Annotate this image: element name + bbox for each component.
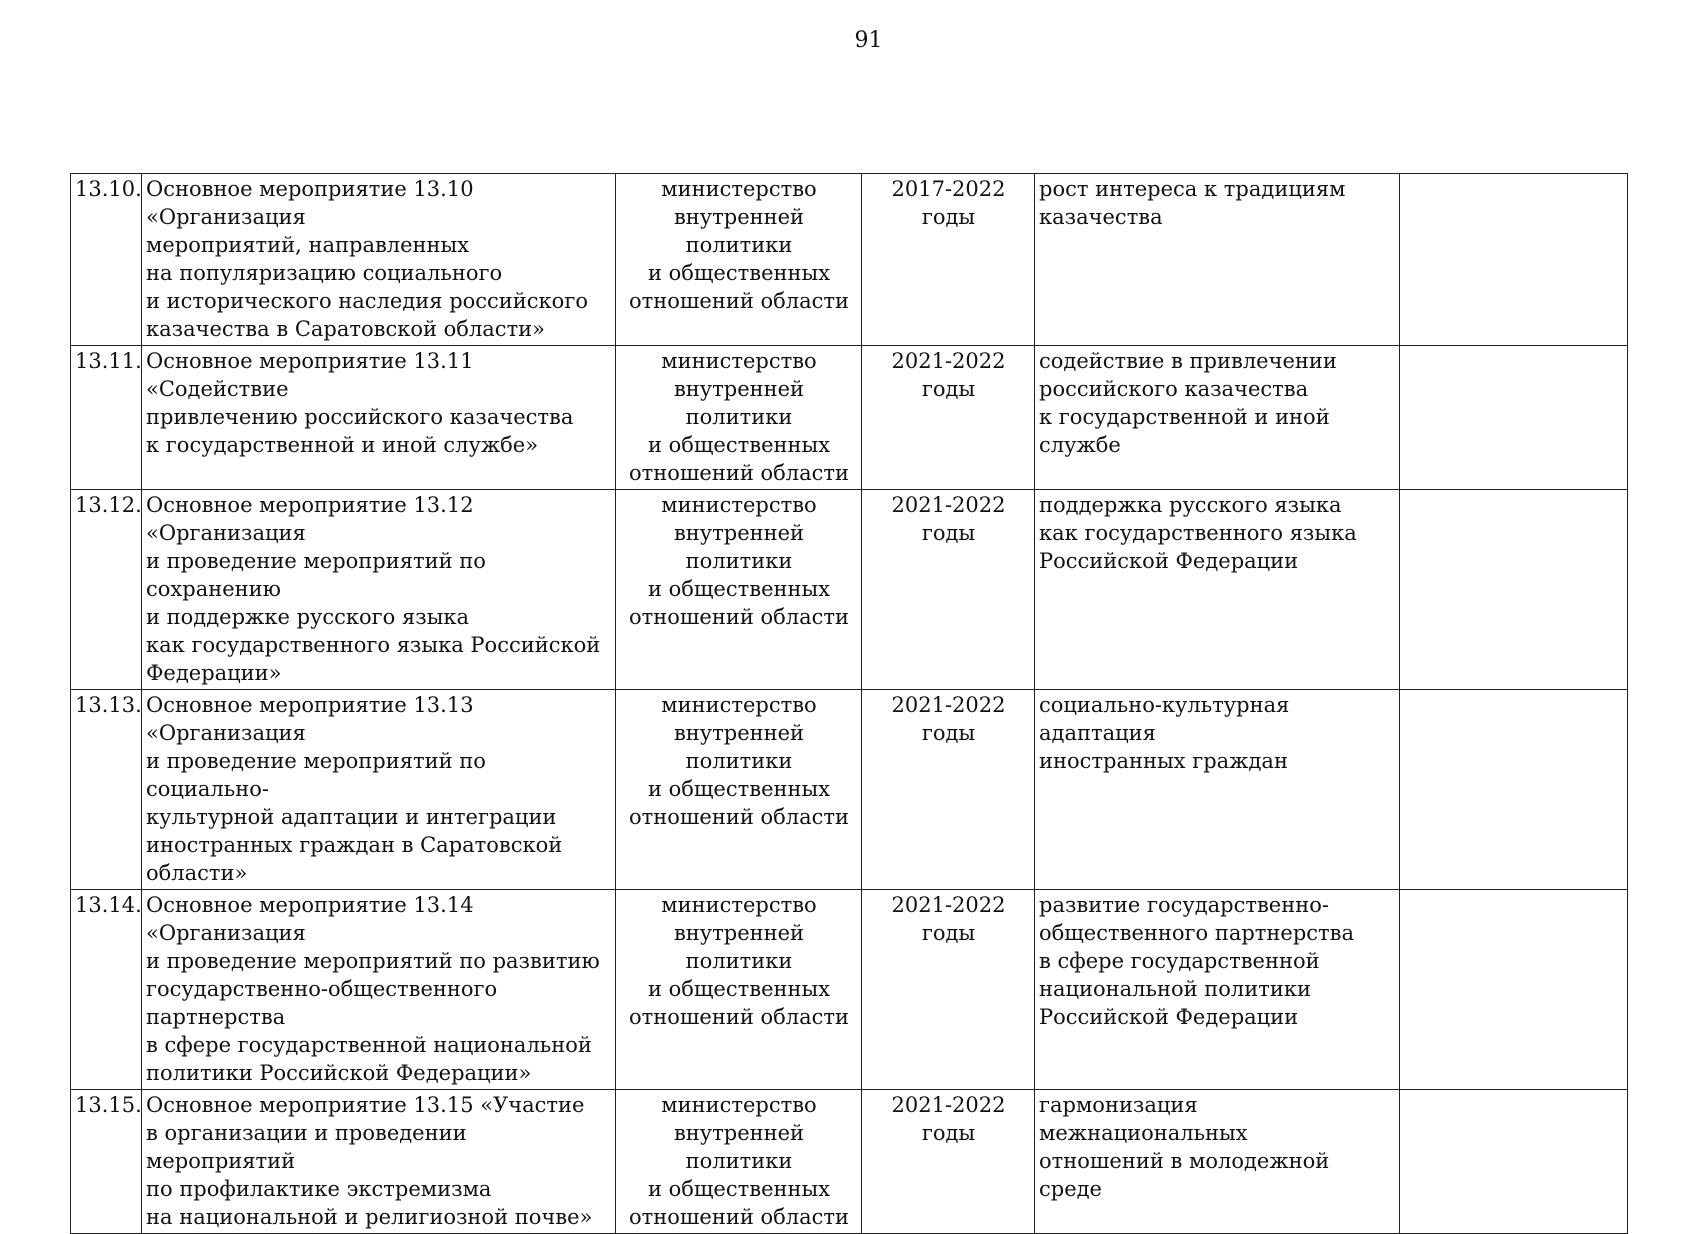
period: 2021-2022 годы — [862, 890, 1035, 1090]
activity-name: Основное мероприятие 13.14 «Организация и проведение мероприятий по развитию государственно-общественного партнерства в сфере государственной национальной политики Российской Федерации» — [142, 890, 616, 1090]
executor: министерство внутренней политики и общественных отношений области — [616, 890, 862, 1090]
executor: министерство внутренней политики и общественных отношений области — [616, 1090, 862, 1234]
table-row — [71, 174, 1628, 346]
row-number: 13.14. — [71, 890, 142, 1090]
row-number: 13.13. — [71, 690, 142, 890]
executor: министерство внутренней политики и общественных отношений области — [616, 174, 862, 346]
executor: министерство внутренней политики и общественных отношений области — [616, 690, 862, 890]
activities-table — [70, 173, 1628, 1234]
row-number: 13.12. — [71, 490, 142, 690]
empty-cell — [1400, 890, 1628, 1090]
row-number: 13.15. — [71, 1090, 142, 1234]
empty-cell — [1400, 346, 1628, 490]
expected-result: гармонизация межнациональных отношений в молодежной среде — [1035, 1090, 1400, 1234]
activity-name: Основное мероприятие 13.15 «Участие в организации и проведении мероприятий по профилактике экстремизма на национальной и религиозной почве» — [142, 1090, 616, 1234]
table-row — [71, 890, 1628, 1090]
period: 2021-2022 годы — [862, 1090, 1035, 1234]
table-row — [71, 1090, 1628, 1234]
expected-result: развитие государственно- общественного партнерства в сфере государственной национальной политики Российской Федерации — [1035, 890, 1400, 1090]
expected-result: поддержка русского языка как государственного языка Российской Федерации — [1035, 490, 1400, 690]
executor: министерство внутренней политики и общественных отношений области — [616, 346, 862, 490]
period: 2021-2022 годы — [862, 490, 1035, 690]
executor: министерство внутренней политики и общественных отношений области — [616, 490, 862, 690]
empty-cell — [1400, 490, 1628, 690]
period: 2021-2022 годы — [862, 346, 1035, 490]
empty-cell — [1400, 174, 1628, 346]
empty-cell — [1400, 690, 1628, 890]
row-number: 13.11. — [71, 346, 142, 490]
expected-result: рост интереса к традициям казачества — [1035, 174, 1400, 346]
activity-name: Основное мероприятие 13.11 «Содействие привлечению российского казачества к государственной и иной службе» — [142, 346, 616, 490]
expected-result: содействие в привлечении российского казачества к государственной и иной службе — [1035, 346, 1400, 490]
period: 2021-2022 годы — [862, 690, 1035, 890]
activity-name: Основное мероприятие 13.13 «Организация и проведение мероприятий по социально- культурной адаптации и интеграции иностранных граждан в Саратовской области» — [142, 690, 616, 890]
table-row — [71, 346, 1628, 490]
row-number: 13.10. — [71, 174, 142, 346]
page-number: 91 — [854, 28, 883, 53]
activity-name: Основное мероприятие 13.10 «Организация мероприятий, направленных на популяризацию социального и исторического наследия российского казачества в Саратовской области» — [142, 174, 616, 346]
period: 2017-2022 годы — [862, 174, 1035, 346]
empty-cell — [1400, 1090, 1628, 1234]
activity-name: Основное мероприятие 13.12 «Организация и проведение мероприятий по сохранению и поддержке русского языка как государственного языка Российской Федерации» — [142, 490, 616, 690]
table-row — [71, 490, 1628, 690]
table-row — [71, 690, 1628, 890]
expected-result: социально-культурная адаптация иностранных граждан — [1035, 690, 1400, 890]
